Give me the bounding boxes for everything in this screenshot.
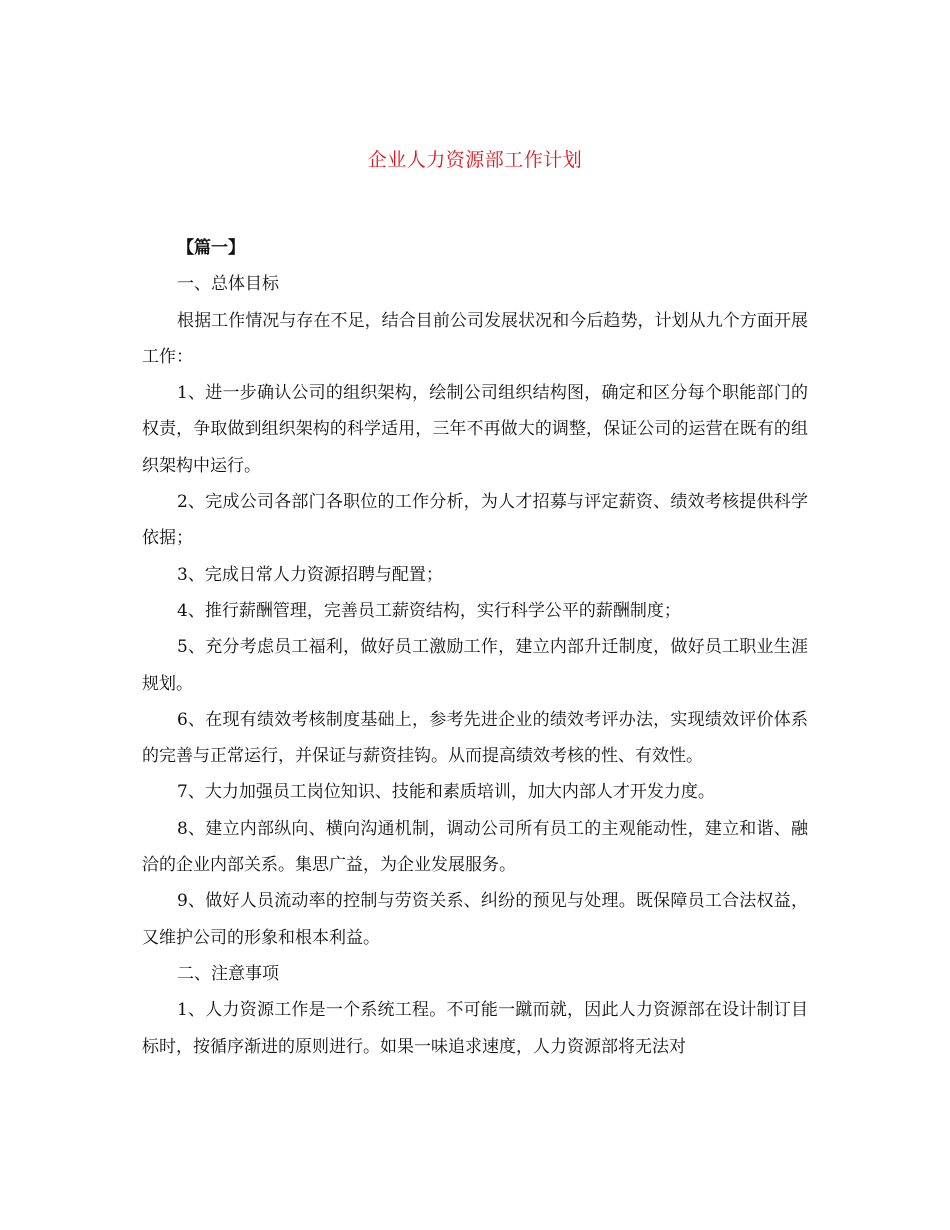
list-item: 1、进一步确认公司的组织架构，绘制公司组织结构图，确定和区分每个职能部门的权责，争取做到组织架构的科学适用，三年不再做大的调整，保证公司的运营在既有的组织架构中运行。 (142, 383, 808, 476)
section-heading: 一、总体目标 (177, 274, 280, 295)
list-item: 4、推行薪酬管理，完善员工薪资结构，实行科学公平的薪酬制度； (177, 600, 681, 621)
list-item: 5、充分考虑员工福利，做好员工激励工作，建立内部升迁制度，做好员工职业生涯规划。 (142, 637, 808, 694)
list-item: 3、完成日常人力资源招聘与配置； (177, 564, 443, 585)
list-item: 8、建立内部纵向、横向沟通机制，调动公司所有员工的主观能动性，建立和谐、融洽的企业内部关系。集思广益，为企业发展服务。 (142, 818, 808, 876)
list-item: 1、人力资源工作是一个系统工程。不可能一蹴而就，因此人力资源部在设计制订目标时，按循序渐进的原则进行。如果一味追求速度，人力资源部将无法对 (142, 1000, 808, 1057)
document-body (142, 230, 808, 1065)
list-item: 6、在现有绩效考核制度基础上，参考先进企业的绩效考评办法，实现绩效评价体系的完善与正常运行，并保证与薪资挂钩。从而提高绩效考核的性、有效性。 (142, 709, 808, 767)
document-title: 企业人力资源部工作计划 (367, 149, 583, 171)
section-label: 【篇一】 (177, 238, 246, 258)
paragraph: 根据工作情况与存在不足，结合目前公司发展状况和今后趋势，计划从九个方面开展工作： (142, 310, 808, 367)
list-item: 7、大力加强员工岗位知识、技能和素质培训，加大内部人才开发力度。 (177, 782, 715, 803)
list-item: 2、完成公司各部门各职位的工作分析，为人才招募与评定薪资、绩效考核提供科学依据； (142, 492, 808, 549)
list-item: 9、做好人员流动率的控制与劳资关系、纠纷的预见与处理。既保障员工合法权益，又维护公司的形象和根本利益。 (142, 891, 808, 948)
section-heading: 二、注意事项 (177, 963, 280, 984)
